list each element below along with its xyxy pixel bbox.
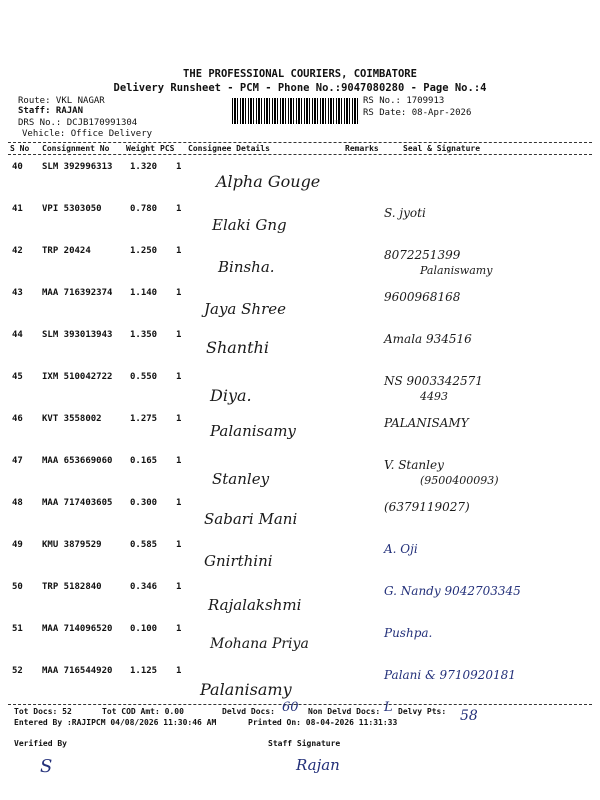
consignee-signature: Binsha. — [218, 258, 275, 276]
pieces-count: 1 — [176, 372, 182, 382]
seal-signature: PALANISAMY — [384, 416, 469, 430]
serial-number: 51 — [12, 624, 23, 634]
weight-value: 0.585 — [130, 540, 158, 550]
consignment-number: MAA 714096520 — [42, 624, 113, 634]
consignment-number: MAA 653669060 — [42, 456, 113, 466]
weight-value: 0.780 — [130, 204, 158, 214]
consignment-number: TRP 20424 — [42, 246, 91, 256]
weight-value: 0.165 — [130, 456, 158, 466]
consignee-signature: Sabari Mani — [204, 510, 298, 528]
consignment-number: MAA 716392374 — [42, 288, 113, 298]
footer-rule — [8, 704, 592, 705]
consignee-signature: Jaya Shree — [204, 300, 287, 318]
weight-value: 1.140 — [130, 288, 158, 298]
total-docs: Tot Docs: 52 — [14, 707, 72, 716]
delivered-docs-handwritten: 60 — [282, 700, 299, 715]
non-delivered-docs-label: Non Delvd Docs: — [308, 707, 381, 716]
weight-value: 1.125 — [130, 666, 158, 676]
seal-signature: Amala 934516 — [384, 332, 472, 346]
serial-number: 49 — [12, 540, 23, 550]
seal-signature: 9600968168 — [384, 290, 461, 304]
pieces-count: 1 — [176, 666, 182, 676]
seal-signature: Pushpa. — [384, 626, 433, 640]
serial-number: 40 — [12, 162, 23, 172]
consignment-number: IXM 510042722 — [42, 372, 113, 382]
col-weight: Weight — [126, 144, 155, 153]
serial-number: 52 — [12, 666, 23, 676]
col-pcs: PCS — [160, 144, 175, 153]
seal-signature-secondary: 4493 — [420, 390, 448, 403]
verified-by-signature: S — [40, 756, 53, 777]
runsheet-subtitle: Delivery Runsheet - PCM - Phone No.:9047080280 - Page No.:4 — [113, 82, 487, 94]
weight-value: 0.346 — [130, 582, 158, 592]
consignee-signature: Rajalakshmi — [208, 596, 302, 614]
consignee-signature: Palanisamy — [200, 680, 292, 699]
entered-by: Entered By :RAJIPCM 04/08/2026 11:30:46 AM — [14, 718, 217, 727]
header-rule-bottom — [8, 154, 592, 155]
seal-signature: G. Nandy 9042703345 — [384, 584, 521, 598]
seal-signature: S. jyoti — [384, 206, 426, 220]
vehicle-label: Vehicle: Office Delivery — [22, 129, 153, 139]
col-sno: S No — [10, 144, 30, 153]
pieces-count: 1 — [176, 246, 182, 256]
delivery-points-label: Delvy Pts: — [398, 707, 447, 716]
pieces-count: 1 — [176, 582, 182, 592]
consignee-signature: Shanthi — [206, 338, 269, 357]
staff-signature: Rajan — [296, 756, 340, 774]
consignment-number: SLM 392996313 — [42, 162, 113, 172]
non-delivered-docs-handwritten: L — [384, 700, 393, 715]
drs-number: DRS No.: DCJB170991304 — [18, 118, 138, 128]
col-remarks: Remarks — [345, 144, 379, 153]
seal-signature: Palani & 9710920181 — [384, 668, 516, 682]
serial-number: 42 — [12, 246, 23, 256]
consignee-signature: Elaki Gng — [212, 216, 287, 234]
seal-signature: 8072251399 — [384, 248, 461, 262]
printed-on: Printed On: 08-04-2026 11:31:33 — [248, 718, 398, 727]
weight-value: 1.250 — [130, 246, 158, 256]
serial-number: 48 — [12, 498, 23, 508]
serial-number: 50 — [12, 582, 23, 592]
consignee-signature: Gnirthini — [204, 552, 273, 570]
pieces-count: 1 — [176, 540, 182, 550]
consignment-number: VPI 5303050 — [42, 204, 102, 214]
weight-value: 1.275 — [130, 414, 158, 424]
consignment-number: KMU 3879529 — [42, 540, 102, 550]
consignment-number: MAA 717403605 — [42, 498, 113, 508]
seal-signature-secondary: (9500400093) — [420, 474, 499, 487]
consignee-signature: Palanisamy — [210, 422, 296, 440]
serial-number: 45 — [12, 372, 23, 382]
pieces-count: 1 — [176, 288, 182, 298]
consignee-signature: Diya. — [210, 386, 252, 405]
serial-number: 43 — [12, 288, 23, 298]
header-rule-top — [8, 142, 592, 143]
consignment-number: TRP 5182840 — [42, 582, 102, 592]
seal-signature: NS 9003342571 — [384, 374, 483, 388]
serial-number: 44 — [12, 330, 23, 340]
consignment-number: KVT 3558002 — [42, 414, 102, 424]
consignee-signature: Alpha Gouge — [216, 172, 321, 191]
pieces-count: 1 — [176, 414, 182, 424]
pieces-count: 1 — [176, 624, 182, 634]
barcode — [232, 98, 358, 124]
col-consignee: Consignee Details — [188, 144, 270, 153]
verified-by-label: Verified By — [14, 739, 67, 748]
weight-value: 1.320 — [130, 162, 158, 172]
pieces-count: 1 — [176, 330, 182, 340]
serial-number: 47 — [12, 456, 23, 466]
consignment-number: MAA 716544920 — [42, 666, 113, 676]
seal-signature: A. Oji — [384, 542, 418, 556]
company-title: THE PROFESSIONAL COURIERS, COIMBATORE — [183, 68, 417, 80]
total-cod: Tot COD Amt: 0.00 — [102, 707, 184, 716]
pieces-count: 1 — [176, 162, 182, 172]
seal-signature: V. Stanley — [384, 458, 444, 472]
pieces-count: 1 — [176, 456, 182, 466]
serial-number: 41 — [12, 204, 23, 214]
pieces-count: 1 — [176, 498, 182, 508]
consignment-number: SLM 393013943 — [42, 330, 113, 340]
staff-signature-label: Staff Signature — [268, 739, 341, 748]
rs-date: RS Date: 08-Apr-2026 — [363, 108, 472, 118]
serial-number: 46 — [12, 414, 23, 424]
col-consignment: Consignment No — [42, 144, 110, 153]
weight-value: 0.550 — [130, 372, 158, 382]
consignee-signature: Stanley — [212, 470, 270, 488]
route-label: Route: VKL NAGAR — [18, 96, 105, 106]
pieces-count: 1 — [176, 204, 182, 214]
consignee-signature: Mohana Priya — [210, 636, 309, 652]
rs-number: RS No.: 1709913 — [363, 96, 445, 106]
seal-signature-secondary: Palaniswamy — [420, 264, 493, 277]
weight-value: 1.350 — [130, 330, 158, 340]
delivered-docs-label: Delvd Docs: — [222, 707, 275, 716]
col-seal-signature: Seal & Signature — [403, 144, 481, 153]
staff-label: Staff: RAJAN — [18, 106, 84, 116]
delivery-points-handwritten: 58 — [460, 708, 478, 724]
seal-signature: (6379119027) — [384, 500, 470, 514]
weight-value: 0.300 — [130, 498, 158, 508]
weight-value: 0.100 — [130, 624, 158, 634]
